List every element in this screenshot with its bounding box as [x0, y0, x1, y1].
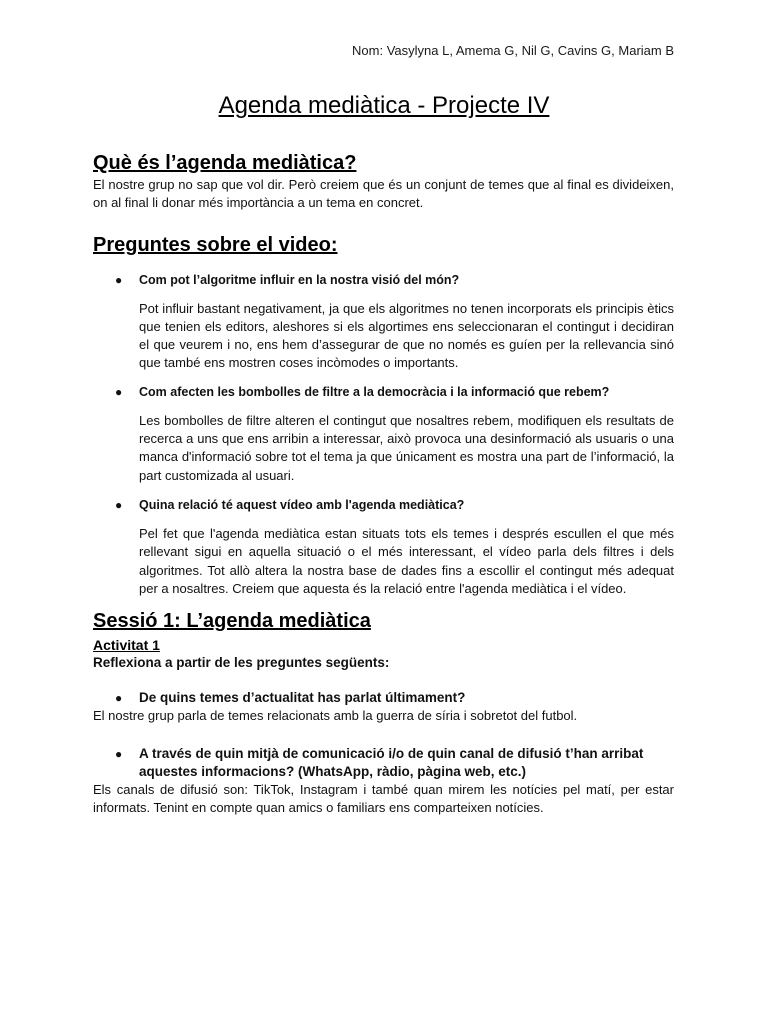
- list-item: [93, 689, 674, 707]
- bullet-icon: ●: [115, 746, 123, 761]
- authors-line: Nom: Vasylyna L, Amema G, Nil G, Cavins G, Mariam B: [352, 43, 674, 58]
- document-title: Agenda mediàtica - Projecte IV: [218, 92, 550, 119]
- bullet-icon: ●: [115, 691, 123, 706]
- section-heading-what-is: Què és l’agenda mediàtica?: [93, 152, 357, 174]
- answer-text: El nostre grup parla de temes relacionats amb la guerra de síria i sobretot del futbol.: [93, 708, 578, 724]
- answer-text: Pel fet que l'agenda mediàtica estan situats tots els temes i després escullen el que més rellevant sigui en aquella situació o el més interessant, el vídeo parla dels filtres i dels algoritmes. Tot allò altera la nostra base de dades fins a escollir el contingut més adequat per a nosaltres. Creiem que aquesta és la relació entre l'agenda mediàtica i el vídeo.: [139, 525, 674, 596]
- answer-text: Els canals de difusió son: TikTok, Instagram i també quan mirem les notícies pel matí, per estar informats. Tenint en compte quan amics o familiars ens comparteixen notícies.: [93, 781, 674, 816]
- section-paragraph: El nostre grup no sap que vol dir. Però creiem que és un conjunt de temes que al final es divideixen, on al final li donar més importància a un tema en concret.: [93, 177, 674, 211]
- question-text: Com afecten les bombolles de filtre a la democràcia i la informació que rebem?: [139, 384, 610, 399]
- list-item: [93, 745, 674, 781]
- question-text: De quins temes d’actualitat has parlat últimament?: [139, 690, 466, 706]
- document-body: [93, 150, 674, 817]
- list-item: [93, 383, 674, 401]
- question-text: Com pot l’algoritme influir en la nostra visió del món?: [139, 272, 460, 287]
- answer-text: Pot influir bastant negativament, ja que els algoritmes no tenen incorporats els principis ètics que tenien els editors, aleshores si els algortimes ens seleccionaran el contingut i decidiran el que veurem i no, ens hem d’assegurar de que no només es guíen per la rellevancia sinó que també ens mostren coses incòmodes o importants.: [139, 300, 674, 371]
- activity-instruction: Reflexiona a partir de les preguntes següents:: [93, 655, 390, 671]
- list-item: [93, 496, 674, 514]
- question-text: A través de quin mitjà de comunicació i/o de quin canal de difusió t’han arribat aquestes informacions? (WhatsApp, ràdio, pàgina web, etc.): [139, 745, 644, 779]
- section-heading-video-questions: Preguntes sobre el video:: [93, 233, 338, 256]
- question-text: Quina relació té aquest vídeo amb l'agenda mediàtica?: [139, 497, 465, 512]
- list-item: [93, 271, 674, 289]
- activity-heading: Activitat 1: [93, 637, 160, 654]
- section-heading-session-1: Sessió 1: L’agenda mediàtica: [93, 610, 371, 633]
- bullet-icon: ●: [115, 272, 123, 287]
- bullet-icon: ●: [115, 497, 123, 512]
- answer-text: Les bombolles de filtre alteren el contingut que nosaltres rebem, modifiquen els resultats de recerca a uns que ens arribin a interessar, això provoca una desinformació als usuaris o una manca d'informació sobre tot el tema ja que únicament es mostra una part de l’informació, la part customizada al usuari.: [139, 412, 674, 483]
- bullet-icon: ●: [115, 384, 123, 399]
